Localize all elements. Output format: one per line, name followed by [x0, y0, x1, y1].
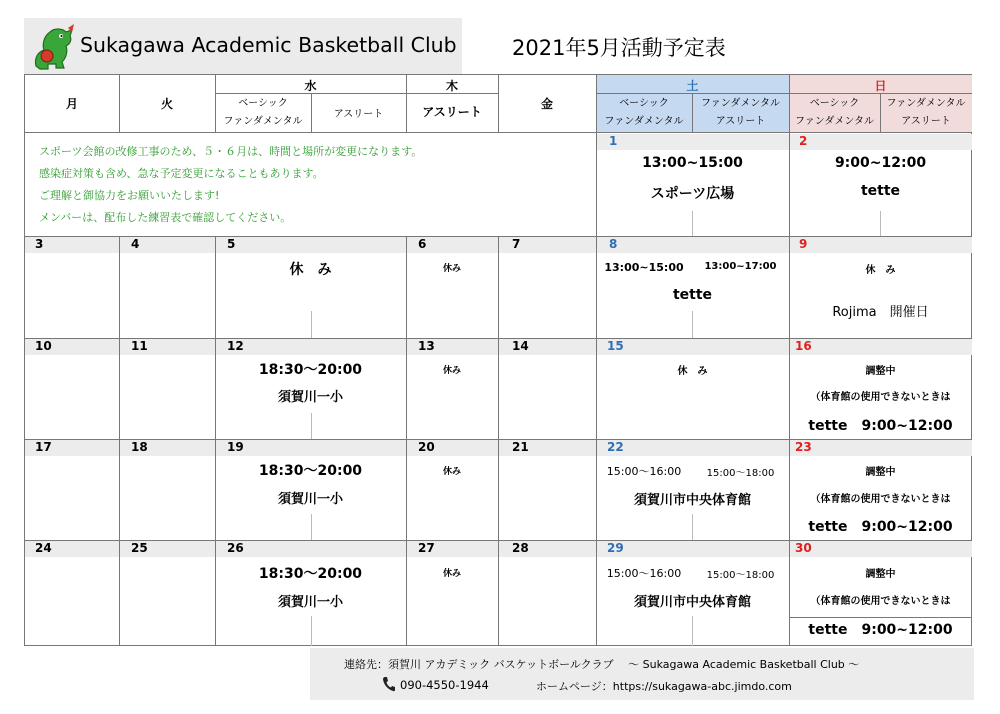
sun-status: 調整中 — [865, 467, 896, 478]
day-number: 3 — [35, 237, 44, 251]
wed-time: 18:30～20:00 — [258, 463, 363, 479]
day-number: 19 — [227, 440, 244, 454]
day-number: 12 — [227, 339, 244, 353]
day-number: 24 — [35, 541, 52, 555]
day-number: 17 — [35, 440, 52, 454]
sat-place: スポーツ広場 — [650, 186, 735, 202]
dinosaur-mascot-icon — [30, 22, 76, 72]
thu-text: 休み — [442, 264, 461, 274]
sun-alt: tette 9:00~12:00 — [808, 622, 953, 638]
wed-place: 須賀川一小 — [277, 492, 343, 507]
notice-line-3: ご理解と御協力をお願いいたします! — [39, 189, 220, 202]
sat-time-1: 13:00~15:00 — [604, 261, 684, 274]
day-number: 6 — [418, 237, 427, 251]
day-number: 7 — [512, 237, 521, 251]
homepage-link[interactable]: ホームページ：https://sukagawa-abc.jimdo.com — [536, 680, 792, 693]
day-number: 25 — [131, 541, 148, 555]
subhead-sat-basic: ベーシック ファンダメンタル — [604, 98, 684, 127]
day-number: 22 — [607, 440, 624, 454]
wed-time: 18:30～20:00 — [258, 362, 363, 378]
contact-line: 連絡先：須賀川 アカデミック バスケットボールクラブ ～ Sukagawa Academic Basketball Club ～ — [344, 658, 860, 671]
day-number: 1 — [609, 134, 618, 148]
day-number: 18 — [131, 440, 148, 454]
calendar-table — [24, 74, 972, 646]
phone-icon — [382, 676, 396, 692]
day-number: 14 — [512, 339, 529, 353]
phone-number: 090-4550-1944 — [400, 678, 489, 692]
weekday-tue: 火 — [160, 97, 173, 111]
weekday-mon: 月 — [65, 97, 78, 111]
sat-place: tette — [672, 287, 713, 303]
day-number: 29 — [607, 541, 624, 555]
sat-time-1: 15:00～16:00 — [606, 465, 682, 478]
day-number: 4 — [131, 237, 140, 251]
date-strip-week1 — [596, 134, 972, 150]
subhead-sat-fund: ファンダメンタル アスリート — [701, 98, 780, 127]
weekday-wed: 水 — [304, 79, 317, 93]
sat-time-2: 15:00～18:00 — [706, 570, 775, 581]
subhead-sun-fund: ファンダメンタル アスリート — [886, 98, 966, 127]
day-number: 26 — [227, 541, 244, 555]
subhead-thu-athlete: アスリート — [422, 105, 482, 119]
day-number: 2 — [799, 134, 808, 148]
day-number: 30 — [795, 541, 812, 555]
day-number: 9 — [799, 237, 808, 251]
day-number: 8 — [609, 237, 618, 251]
thu-text: 休み — [442, 366, 461, 376]
day-number: 27 — [418, 541, 435, 555]
day-number: 11 — [131, 339, 148, 353]
weekday-sun: 日 — [874, 79, 887, 93]
wed-place: 須賀川一小 — [277, 390, 343, 405]
wed-place: 須賀川一小 — [277, 595, 343, 610]
document-title: 2021年5月活動予定表 — [512, 36, 726, 60]
sun-alt: tette 9:00~12:00 — [808, 519, 953, 535]
notice-line-4: メンバーは、配布した練習表で確認してください。 — [39, 211, 292, 224]
day-number: 15 — [607, 339, 624, 353]
notice-line-1: スポーツ会館の改修工事のため、５・６月は、時間と場所が変更になります。 — [39, 145, 423, 158]
club-title: Sukagawa Academic Basketball Club — [80, 33, 457, 57]
day-number: 23 — [795, 440, 812, 454]
notice-line-2: 感染症対策も含め、急な予定変更になることもあります。 — [39, 167, 324, 180]
sat-time-2: 15:00～18:00 — [706, 468, 775, 479]
subhead-sun-basic: ベーシック ファンダメンタル — [795, 98, 874, 127]
day-number: 20 — [418, 440, 435, 454]
sun-status: 調整中 — [865, 366, 896, 377]
day-number: 5 — [227, 237, 236, 251]
subhead-wed-basic: ベーシック ファンダメンタル — [223, 98, 303, 127]
day-number: 16 — [795, 339, 812, 353]
footer-contact — [310, 648, 974, 700]
sat-time-2: 13:00~17:00 — [704, 261, 777, 272]
sun-note: （体育館の使用できないときは — [810, 392, 951, 403]
day-number: 13 — [418, 339, 435, 353]
day-number: 21 — [512, 440, 529, 454]
sun-alt: tette 9:00~12:00 — [808, 418, 953, 434]
sun-note: （体育館の使用できないときは — [810, 494, 951, 505]
sat-place: 須賀川市中央体育館 — [633, 493, 751, 508]
weekday-thu: 木 — [445, 79, 458, 93]
sat-text: 休 み — [677, 366, 708, 377]
sun-status: 調整中 — [865, 569, 896, 580]
weekday-sat: 土 — [686, 79, 699, 93]
day-number: 10 — [35, 339, 52, 353]
wed-text: 休 み — [289, 262, 332, 278]
day-number: 28 — [512, 541, 529, 555]
sun-text: 休 み — [865, 265, 896, 276]
sun-note: Rojima 開催日 — [832, 305, 929, 320]
thu-text: 休み — [442, 569, 461, 579]
sat-time-1: 15:00～16:00 — [606, 567, 682, 580]
weekday-fri: 金 — [540, 97, 553, 111]
subhead-wed-athlete: アスリート — [333, 109, 384, 120]
sat-place: 須賀川市中央体育館 — [633, 595, 751, 610]
sun-time: 9:00~12:00 — [834, 155, 927, 171]
wed-time: 18:30～20:00 — [258, 566, 363, 582]
thu-text: 休み — [442, 467, 461, 477]
sat-time: 13:00~15:00 — [642, 155, 743, 171]
sun-place: tette — [860, 183, 901, 199]
sun-note: （体育館の使用できないときは — [810, 596, 951, 607]
